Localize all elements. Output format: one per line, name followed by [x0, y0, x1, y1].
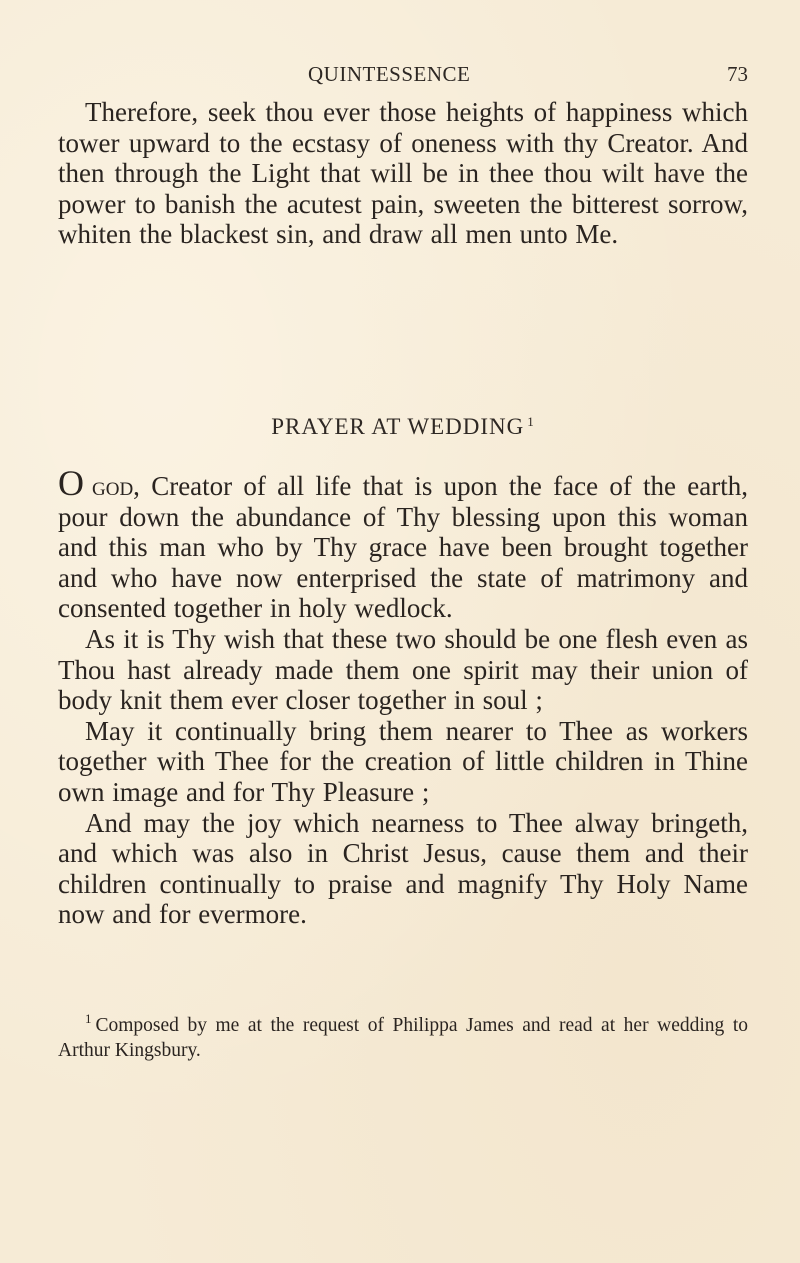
- dropcap-letter: O: [58, 463, 84, 503]
- prayer-paragraph-1: [58, 463, 749, 624]
- footnote-marker: 1: [85, 1011, 92, 1026]
- intro-section: [58, 97, 748, 250]
- running-title: QUINTESSENCE: [308, 62, 471, 86]
- prayer-paragraph-2: As it is Thy wish that these two should be one flesh even as Thou hast already made them one spirit may their union of body knit them ever closer together in soul ;: [58, 623, 748, 716]
- running-head: [58, 62, 748, 92]
- prayer-paragraph-4: And may the joy which nearness to Thee alway bringeth, and which was also in Christ Jesus, cause them and their children continually to praise and magnify Thy Holy Name now and for evermore.: [58, 807, 748, 930]
- prayer-body: [58, 463, 749, 930]
- heading-footnote-marker[interactable]: 1: [527, 414, 535, 429]
- section-heading-text: PRAYER AT WEDDING: [271, 414, 525, 439]
- section-heading: [58, 414, 748, 440]
- footnote: [58, 1006, 748, 1063]
- opening-smallcaps: god,: [92, 471, 140, 501]
- intro-paragraph: Therefore, seek thou ever those heights of happiness which tower upward to the ecstasy of oneness with thy Creator. And then through the Light that will be in thee thou wilt have the power to banish the acutest pain, sweeten the bitterest sorrow, whiten the blackest sin, and draw all men unto Me.: [58, 97, 748, 250]
- prayer-paragraph-3: May it continually bring them nearer to Thee as workers together with Thee for the creation of little children in Thine own image and for Thy Pleasure ;: [58, 715, 748, 807]
- prayer-paragraph-1-text: Creator of all life that is upon the face of the earth, pour down the abundance of Thy blessing upon this woman and this man who by Thy grace have been brought together and who have now enterprised the state of matrimony and consented together in holy wedlock.: [58, 471, 749, 624]
- footnote-text: Composed by me at the request of Philippa James and read at her wedding to Arthur Kingsbury.: [58, 1015, 748, 1061]
- page-number: 73: [727, 62, 748, 86]
